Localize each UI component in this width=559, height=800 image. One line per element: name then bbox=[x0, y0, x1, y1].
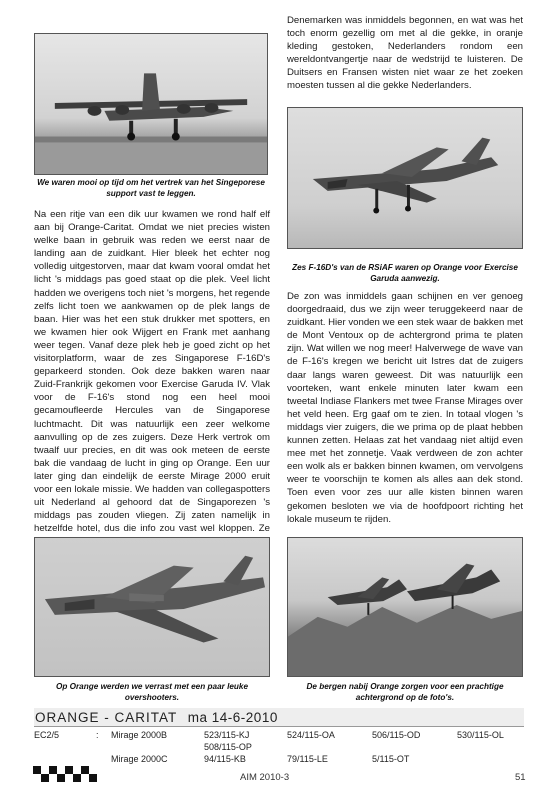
type-cell: Mirage 2000C bbox=[111, 754, 168, 764]
flanker-caption: Op Orange werden we verrast met een paar leuke overshooters. bbox=[55, 682, 249, 702]
right-column-bottom-paragraph: De zon was inmiddels gaan schijnen en ver genoeg doorgedraaid, dus we zijn weer teruggekeerd naar de zuidkant. Hier vonden we een stek waar de bakken met de Mont Ventoux op de achtergrond prima te platen zijn. Wat willen we nog meer! Halverwege de wave van de F-16's kregen we bericht uit Istres dat de zuigers daar langs waren geweest. Dit was natuurlijk een voorteken, want enkele minuten later kwam een tweetal Indiase Flankers met twee Franse Mirages over het veld heen. Erg gaaf om te zien. In totaal vlogen 's middags vier zuigers, die we prima op de plaat hebben kunnen zetten. Helaas zat het vandaag niet altijd even mee met het zonnetje. Vaak verdween de zon achter een wolk als er bakken binnen kwamen, om vervolgens weer te voorschijn te komen als alles aan dek stond. Toen even voor zes uur alle kisten binnen waren gekomen besloten we via de hoofdpoort richting het lokale museum te rijden. bbox=[287, 291, 523, 525]
location-title: ORANGE - CARITAT bbox=[35, 710, 178, 725]
separator-cell: : bbox=[96, 730, 99, 740]
hercules-aircraft-graphic bbox=[35, 34, 267, 174]
left-column-paragraph: Na een ritje van een dik uur kwamen we rond half elf aan bij Orange-Caritat. Omdat we niet precies wisten welke baan in gebruik was reden we eerst naar de landing aan de zuidkant. Hier bleek het echter nog volledig uitgestorven, maar dat kwam vooral omdat het licht 's middags pas goed staat op die plek. Veel licht hadden we overigens toch niet 's morgens, het regende zelfs licht toen we aankwamen op de plek langs de baan. Hier was het een stuk drukker met spotters, en we kwamen hier ook Wijgert en Frank met aanhang weer tegen. Vanaf deze plek heb je goed zicht op het visitorplatform, waar de zes Singaporese F-16D's geparkeerd stonden. Ook deze bakken waren naar Zuid-Frankrijk gekomen voor Exercise Garuda IV. Vlak voor de F-16's stond nog een heel mooi gecamoufleerde Hercules van de Singaporese luchtmacht. Dit was natuurlijk een zeer welkome aanvulling op de zes zuigers. Deze Herk vertrok om twaalf uur precies, en dit was ook meteen de eerste bak die vandaag de lucht in ging op Orange. Een uur later ging dan eindelijk de eerste Mirage 2000 eruit voor een lokale missie. We hadden van collegaspotters uit Nederland al gehoord dat de Singaporezen 's middags pas zouden vliegen. Zij zaten namelijk in hetzelfde hotel, dus die info zou vast wel kloppen. Ze bbox=[34, 209, 270, 535]
right-column-top-text bbox=[287, 14, 523, 93]
serial-cell: 524/115-OA bbox=[287, 730, 335, 740]
sighting-row bbox=[34, 753, 524, 766]
right-column-top-paragraph: Denemarken was inmiddels begonnen, en wat was het toch enorm gezellig om met al die gekke, in oranje kleding gestoken, Nederlanders rondom een wereldontvangertje naar de wedstrijd te luisteren. De Duitsers en Fransen wisten niet waar ze het zoeken moesten tussen al die gekke Nederlanders. bbox=[287, 15, 523, 92]
sighting-date: ma 14-6-2010 bbox=[187, 710, 278, 725]
checkered-flag-decoration bbox=[33, 766, 97, 782]
serial-cell: 508/115-OP bbox=[204, 742, 252, 752]
hercules-caption: We waren mooi op tijd om het vertrek van het Singeporese support vast te leggen. bbox=[37, 178, 265, 198]
hercules-photo bbox=[34, 33, 268, 175]
footer-magazine-title: AIM 2010-3 bbox=[240, 772, 290, 783]
sighting-table-title bbox=[34, 708, 524, 727]
flanker-aircraft-graphic bbox=[35, 538, 269, 676]
mirage-photo bbox=[287, 537, 523, 677]
serial-cell: 94/115-KB bbox=[204, 754, 246, 764]
mirage-caption: De bergen nabij Orange zorgen voor een prachtige achtergrond op de foto's. bbox=[306, 682, 504, 702]
f16-photo bbox=[287, 107, 523, 249]
f16-aircraft-graphic bbox=[288, 108, 522, 248]
serial-cell: 5/115-OT bbox=[372, 754, 410, 764]
f16-caption: Zes F-16D's van de RSiAF waren op Orange voor Exercise Garuda aanwezig. bbox=[292, 263, 518, 283]
serial-cell: 530/115-OL bbox=[457, 730, 504, 740]
left-column-text bbox=[34, 208, 270, 575]
type-cell: Mirage 2000B bbox=[111, 730, 168, 740]
unit-cell: EC2/5 bbox=[34, 730, 60, 740]
footer-page-number: 51 bbox=[515, 772, 526, 783]
serial-cell: 506/115-OD bbox=[372, 730, 421, 740]
mirage-aircraft-graphic bbox=[288, 538, 522, 676]
serial-cell: 523/115-KJ bbox=[204, 730, 250, 740]
flanker-photo bbox=[34, 537, 270, 677]
serial-cell: 79/115-LE bbox=[287, 754, 328, 764]
right-column-bottom-text bbox=[287, 290, 523, 526]
